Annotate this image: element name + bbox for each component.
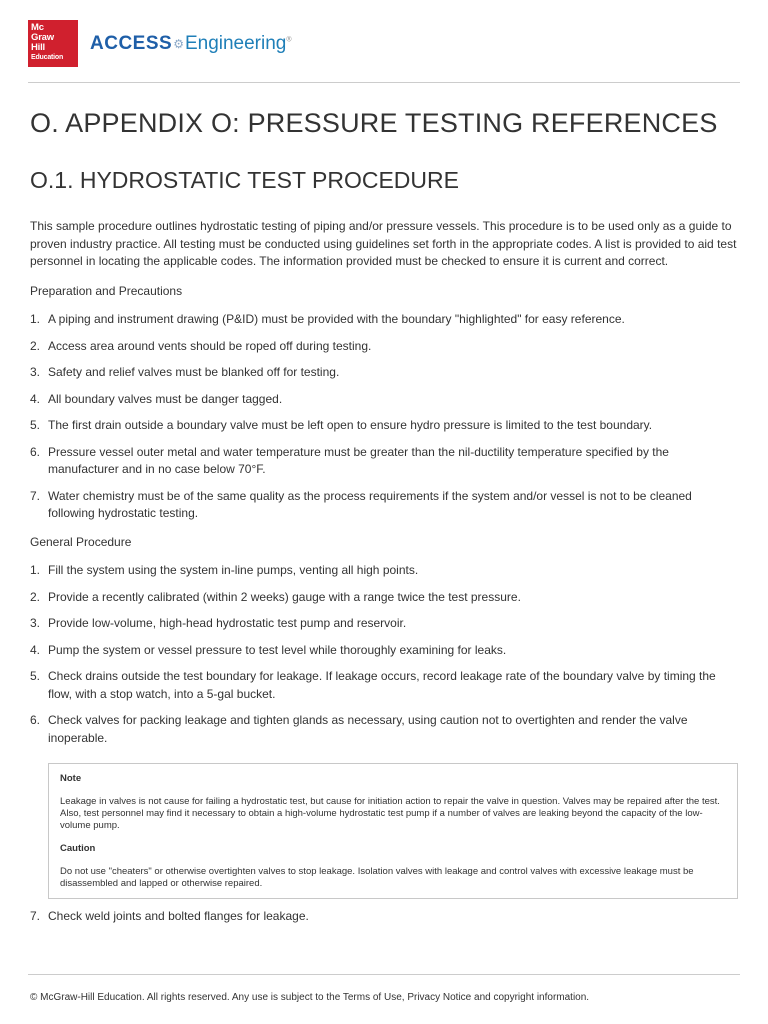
list-number: 2. (30, 338, 41, 353)
footer-copyright: © McGraw-Hill Education. All rights reserved. Any use is subject to the Terms of Use, Privacy Notice and copyright information. (30, 992, 590, 1003)
list-number: 6. (30, 444, 41, 459)
list-item (30, 391, 738, 409)
list-text: Pressure vessel outer metal and water temperature must be greater than the nil-ductility temperature specified by the manufacturer and in no case below 70°F. (48, 444, 669, 476)
note-text: Leakage in valves is not cause for failing a hydrostatic test, but cause for initiation action to repair the valve in question. Valves may be repaired after the test. Also, test personnel may find it necessary to obtain a high-volume hydrostatic test pump if a number of valves are leaking beyond the capacity of the low-volume pump. (60, 796, 720, 831)
list-item (30, 417, 738, 435)
list-text: Provide a recently calibrated (within 2 weeks) gauge with a range twice the test pressure. (48, 589, 521, 604)
list-number: 3. (30, 365, 41, 379)
list-text: Access area around vents should be roped off during testing. (48, 338, 372, 353)
mcgraw-hill-logo[interactable] (28, 20, 78, 67)
list-number: 4. (30, 642, 41, 657)
list-text: Provide low-volume, high-head hydrostatic test pump and reservoir. (48, 616, 407, 630)
page-title: O. APPENDIX O: PRESSURE TESTING REFERENCES (30, 108, 718, 138)
list-item (30, 338, 738, 356)
list-text: Check weld joints and bolted flanges for leakage. (48, 909, 309, 923)
footer-divider (28, 974, 740, 975)
intro-paragraph: This sample procedure outlines hydrostatic testing of piping and/or pressure vessels. This procedure is to be used only as a guide to proven industry practice. All testing must be conducted using guidelines set forth in the appropriate codes. A list is provided to aid test personnel in locating the applicable codes. The information provided must be checked to ensure it is current and correct. (30, 219, 737, 268)
section-title: O.1. HYDROSTATIC TEST PROCEDURE (30, 167, 459, 193)
list-text: Check valves for packing leakage and tighten glands as necessary, using caution not to overtighten and render the valve inoperable. (48, 713, 688, 745)
list-number: 3. (30, 616, 41, 630)
prep-heading: Preparation and Precautions (30, 283, 183, 298)
list-text: Water chemistry must be of the same quality as the process requirements if the system and/or vessel is not to be cleaned following hydrostatic testing. (48, 488, 692, 520)
note-label: Note (60, 773, 82, 784)
list-text: Safety and relief valves must be blanked off for testing. (48, 365, 340, 379)
list-item (30, 311, 738, 329)
list-text: Pump the system or vessel pressure to test level while thoroughly examining for leaks. (48, 642, 507, 657)
registered-mark: ® (286, 36, 292, 44)
general-list (30, 562, 738, 747)
logo-line: Education (31, 54, 64, 61)
list-item (30, 712, 738, 747)
logo-access-text: ACCESS (90, 33, 173, 54)
list-number: 4. (30, 391, 41, 406)
list-item (30, 589, 738, 607)
header-divider (28, 82, 740, 83)
list-item (30, 668, 738, 703)
list-text: Fill the system using the system in-line pumps, venting all high points. (48, 563, 419, 577)
access-engineering-logo[interactable] (90, 33, 292, 55)
list-text: All boundary valves must be danger tagged. (48, 391, 283, 406)
list-number: 1. (30, 312, 41, 326)
list-item (30, 908, 738, 926)
list-item (30, 364, 738, 382)
gear-icon: ⚙ (173, 36, 184, 51)
logo-line: Graw (31, 32, 54, 43)
list-item (30, 488, 738, 523)
note-box (48, 763, 738, 899)
list-number: 6. (30, 713, 41, 727)
list-item (30, 642, 738, 660)
caution-text: Do not use "cheaters" or otherwise overtighten valves to stop leakage. Isolation valves with leakage and control valves with excessive leakage must be disassembled and lapped or otherwise repaired. (60, 866, 694, 889)
list-number: 7. (30, 488, 41, 503)
list-number: 2. (30, 589, 41, 604)
list-item (30, 615, 738, 633)
list-number: 5. (30, 669, 41, 683)
list-text: Check drains outside the test boundary for leakage. If leakage occurs, record leakage rate of the boundary valve by timing the flow, with a stop watch, into a 5-gal bucket. (48, 669, 716, 701)
list-text: The first drain outside a boundary valve must be left open to ensure hydro pressure is limited to the test boundary. (48, 418, 653, 432)
document-body (30, 218, 738, 935)
list-item (30, 444, 738, 479)
prep-list (30, 311, 738, 523)
final-list (30, 908, 738, 926)
caution-label: Caution (60, 843, 96, 854)
list-text: A piping and instrument drawing (P&ID) must be provided with the boundary "highlighted" for easy reference. (48, 312, 625, 326)
list-number: 1. (30, 563, 41, 577)
list-number: 7. (30, 909, 41, 923)
list-number: 5. (30, 418, 41, 432)
logo-engineering-text: Engineering (184, 33, 287, 54)
header (28, 20, 740, 68)
logo-line: Hill (31, 42, 45, 53)
logo-line: Mc (31, 22, 44, 33)
general-heading: General Procedure (30, 534, 132, 549)
list-item (30, 562, 738, 580)
